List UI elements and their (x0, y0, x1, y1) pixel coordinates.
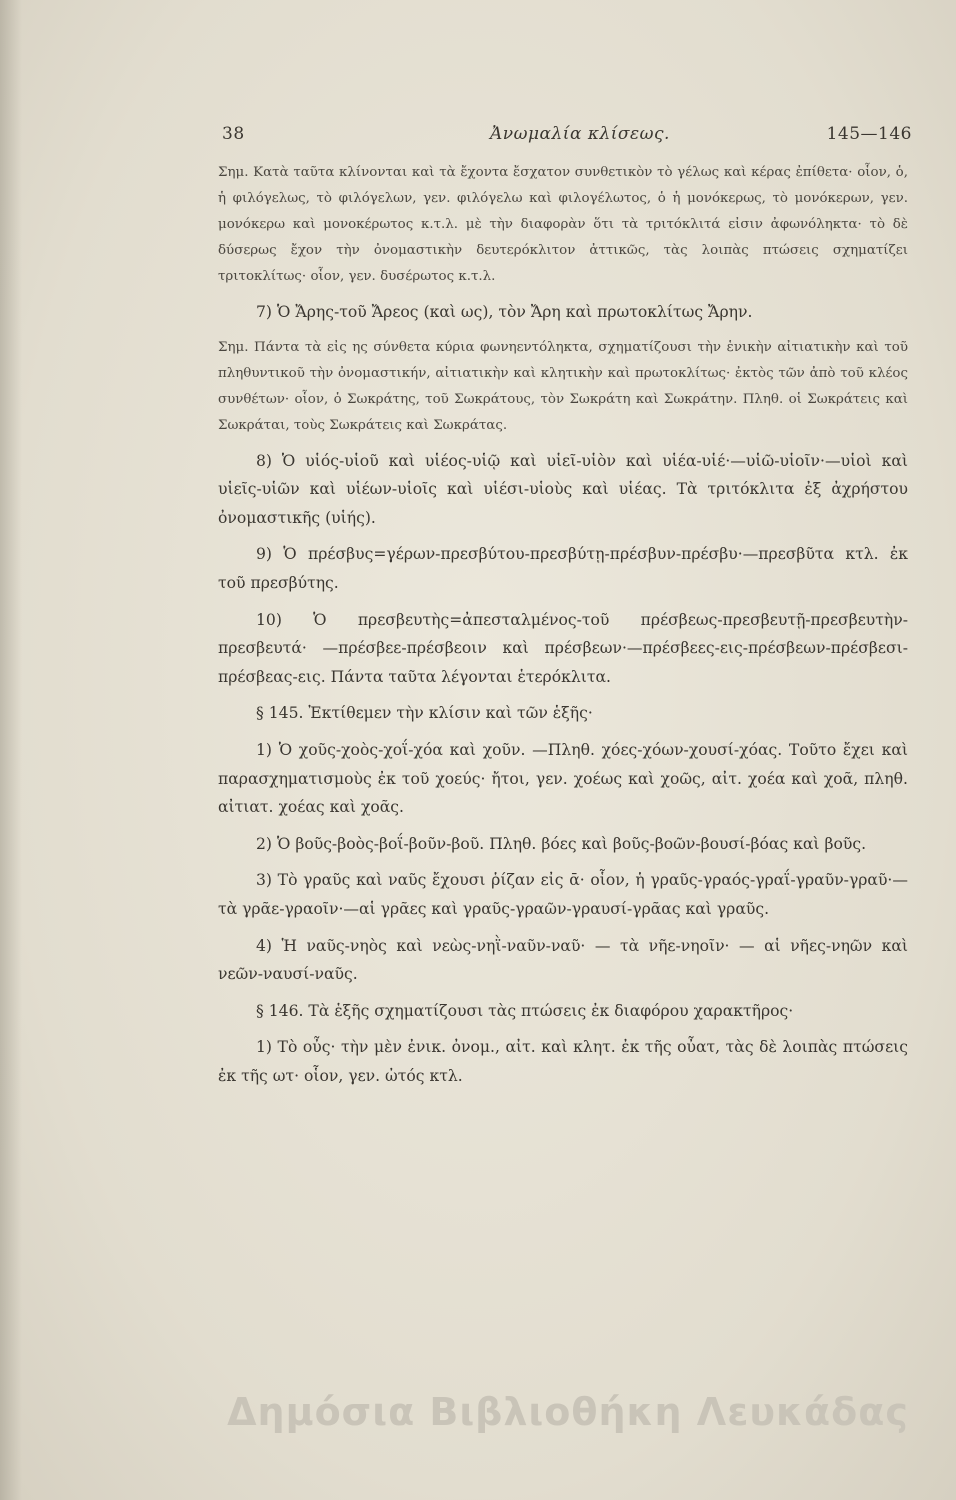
paragraph: 1) Τὸ οὖς· τὴν μὲν ἐνικ. ὀνομ., αἰτ. καὶ κλητ. ἐκ τῆς οὖατ, τὰς δὲ λοιπὰς πτώσεις ἐκ τῆς ωτ· οἷον, γεν. ὠτός κτλ. (218, 1038, 908, 1085)
running-title: Ἀνωμαλία κλίσεως. (490, 124, 670, 144)
body-text (218, 160, 908, 1090)
paragraph: 10) Ὁ πρεσβευτὴς=ἀπεσταλμένος-τοῦ πρέσβεως-πρεσβευτῇ-πρεσβευτὴν-πρεσβευτά· —πρέσβεε-πρέσβεοιν καὶ πρέσβεων·—πρέσβεες-εις-πρέσβεων-πρέσβεσι-πρέσβεας-εις. Πάντα ταῦτα λέγονται ἑτερόκλιτα. (218, 610, 908, 686)
note-paragraph: Σημ. Πάντα τὰ εἰς ης σύνθετα κύρια φωνηεντόληκτα, σχηματίζουσι τὴν ἑνικὴν αἰτιατικὴν καὶ τοῦ πληθυντικοῦ τὴν ὀνομαστικήν, αἰτιατικὴν καὶ κλητικὴν καὶ πρωτοκλίτως· ἐκτὸς τῶν ἀπὸ τοῦ κλέος συνθέτων· οἷον, ὁ Σωκράτης, τοῦ Σωκράτους, τὸν Σωκράτη καὶ Σωκράτην. Πληθ. οἱ Σωκράτεις καὶ Σωκράται, τοὺς Σωκράτεις καὶ Σωκράτας. (218, 339, 908, 433)
paragraph: 4) Ἡ ναῦς-νηὸς καὶ νεὼς-νηῒ-ναῦν-ναῦ· — τὰ νῆε-νηοῖν· — αἱ νῆες-νηῶν καὶ νεῶν-ναυσί-ναῦς. (218, 936, 908, 984)
paragraph: 7) Ὁ Ἄρης-τοῦ Ἄρεος (καὶ ως), τὸν Ἄρη καὶ πρωτοκλίτως Ἄρην. (256, 303, 753, 321)
page-edge-shadow (0, 0, 22, 1500)
section-range: 145—146 (826, 124, 912, 144)
library-watermark: Δημόσια Βιβλιοθήκη Λευκάδας (227, 1390, 909, 1434)
paragraph: 8) Ὁ υἱός-υἱοῦ καὶ υἱέος-υἱῷ καὶ υἱεῖ-υἱὸν καὶ υἱέα-υἱέ·—υἱῶ-υἱοῖν·—υἱοὶ καὶ υἱεῖς-υἱῶν καὶ υἱέων-υἱοῖς καὶ υἱέσι-υἱοὺς καὶ υἱέας. Τὰ τριτόκλιτα ἐξ ἀχρήστου ὀνομαστικῆς (υἱής). (218, 451, 908, 527)
section-heading: § 146. Τὰ ἑξῆς σχηματίζουσι τὰς πτώσεις ἐκ διαφόρου χαρακτῆρος· (256, 1001, 794, 1020)
running-header (222, 124, 912, 150)
paragraph: 2) Ὁ βοῦς-βοὸς-βοΐ-βοῦν-βοῦ. Πληθ. βόες καὶ βοῦς-βοῶν-βουσί-βόας καὶ βοῦς. (256, 834, 867, 853)
paragraph: 9) Ὁ πρέσβυς=γέρων-πρεσβύτου-πρεσβύτῃ-πρέσβυν-πρέσβυ·—πρεσβῦτα κτλ. ἐκ τοῦ πρεσβύτης. (218, 545, 908, 592)
note-paragraph: Σημ. Κατὰ ταῦτα κλίνονται καὶ τὰ ἔχοντα ἔσχατον συνθετικὸν τὸ γέλως καὶ κέρας ἐπίθετα· οἷον, ὁ, ἡ φιλόγελως, τὸ φιλόγελων, γεν. φιλόγελω καὶ φιλογέλωτος, ὁ ἡ μονόκερως, τὸ μονόκερων, γεν. μονόκερω καὶ μονοκέρωτος κ.τ.λ. μὲ τὴν διαφορὰν ὅτι τὰ τριτόκλιτά εἰσιν ἀφωνόληκτα· τὸ δὲ δύσερως ἔχον τὴν ὀνομαστικὴν δευτερόκλιτον ἀττικῶς, τὰς λοιπὰς πτώσεις σχηματίζει τριτοκλίτως· οἷον, γεν. δυσέρωτος κ.τ.λ. (218, 165, 908, 284)
section-heading: § 145. Ἐκτίθεμεν τὴν κλίσιν καὶ τῶν ἑξῆς· (256, 704, 593, 723)
paragraph: 3) Τὸ γραῦς καὶ ναῦς ἔχουσι ῥίζαν εἰς ᾱ· οἷον, ἡ γραῦς-γραός-γραΐ-γραῦν-γραῦ·—τὰ γρᾶε-γραοῖν·—αἱ γρᾶες καὶ γραῦς-γραῶν-γραυσί-γρᾶας καὶ γραῦς. (218, 871, 908, 918)
page-number: 38 (222, 124, 245, 144)
paragraph: 1) Ὁ χοῦς-χοὸς-χοΐ-χόα καὶ χοῦν. —Πληθ. χόες-χόων-χουσί-χόας. Τοῦτο ἔχει καὶ παρασχηματισμοὺς ἐκ τοῦ χοεύς· ἤτοι, γεν. χοέως καὶ χοῶς, αἰτ. χοέα καὶ χοᾶ, πληθ. αἰτιατ. χοέας καὶ χοᾶς. (218, 740, 908, 817)
